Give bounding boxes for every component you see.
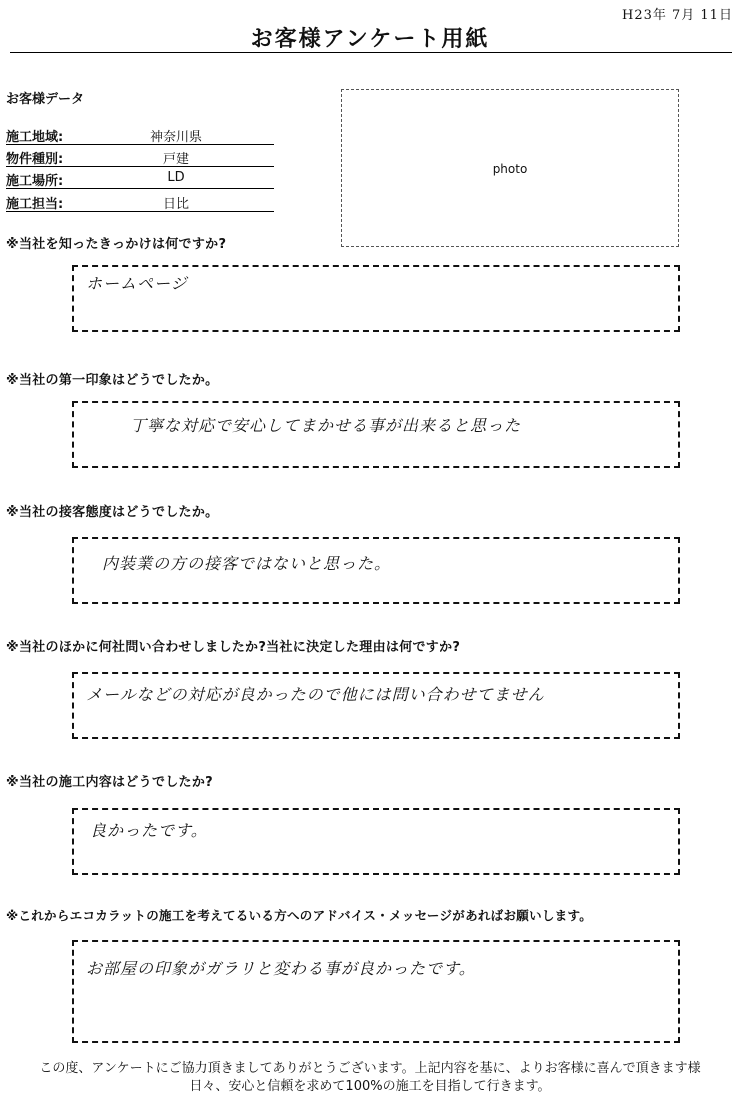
photo-label: photo xyxy=(492,162,528,176)
answer-box-5 xyxy=(72,808,680,875)
question-4: ※当社のほかに何社問い合わせしましたか?当社に決定した理由は何ですか? xyxy=(6,640,461,655)
question-3: ※当社の接客態度はどうでしたか。 xyxy=(6,505,219,520)
field-property-type-label: 物件種別: xyxy=(6,152,64,167)
field-staff xyxy=(6,191,274,212)
field-area-label: 施工地域: xyxy=(6,130,64,145)
question-6: ※これからエコカラットの施工を考えてるいる方へのアドバイス・メッセージがあればお願いします。 xyxy=(6,908,593,923)
answer-box-3 xyxy=(72,537,680,604)
page-title: お客様アンケート用紙 xyxy=(250,27,490,52)
question-1: ※当社を知ったきっかけは何ですか? xyxy=(6,237,227,252)
answer-1: ホームページ xyxy=(86,274,188,293)
answer-4: メールなどの対応が良かったので他には問い合わせてません xyxy=(86,685,545,704)
answer-box-2 xyxy=(72,401,680,468)
title-divider xyxy=(10,52,732,53)
answer-3: 内装業の方の接客ではないと思った。 xyxy=(102,554,392,573)
field-area-value: 神奈川県 xyxy=(149,130,202,145)
answer-2: 丁寧な対応で安心してまかせる事が出来ると思った xyxy=(130,416,522,435)
field-staff-label: 施工担当: xyxy=(6,197,64,212)
field-location-value: LD xyxy=(167,170,185,185)
answer-5: 良かったです。 xyxy=(90,821,208,840)
footer-line-1: この度、アンケートにご協力頂きましてありがとうございます。上記内容を基に、よりお客様に喜んで頂きます様 xyxy=(39,1061,701,1076)
photo-placeholder xyxy=(341,89,679,247)
footer-line-2: 日々、安心と信頼を求めて100%の施工を目指して行きます。 xyxy=(189,1079,551,1094)
survey-date: H23年 7月 11日 xyxy=(622,8,733,23)
field-property-type-value: 戸建 xyxy=(162,152,189,167)
field-property-type xyxy=(6,146,274,167)
field-staff-value: 日比 xyxy=(162,197,189,212)
field-location-label: 施工場所: xyxy=(6,174,64,189)
field-area xyxy=(6,124,274,145)
customer-data-heading: お客様データ xyxy=(6,92,85,107)
field-location xyxy=(6,168,274,189)
answer-6: お部屋の印象がガラリと変わる事が良かったです。 xyxy=(86,959,476,978)
answer-box-4 xyxy=(72,672,680,739)
question-5: ※当社の施工内容はどうでしたか? xyxy=(6,775,213,790)
answer-box-6 xyxy=(72,940,680,1043)
answer-box-1 xyxy=(72,265,680,332)
question-2: ※当社の第一印象はどうでしたか。 xyxy=(6,373,219,388)
